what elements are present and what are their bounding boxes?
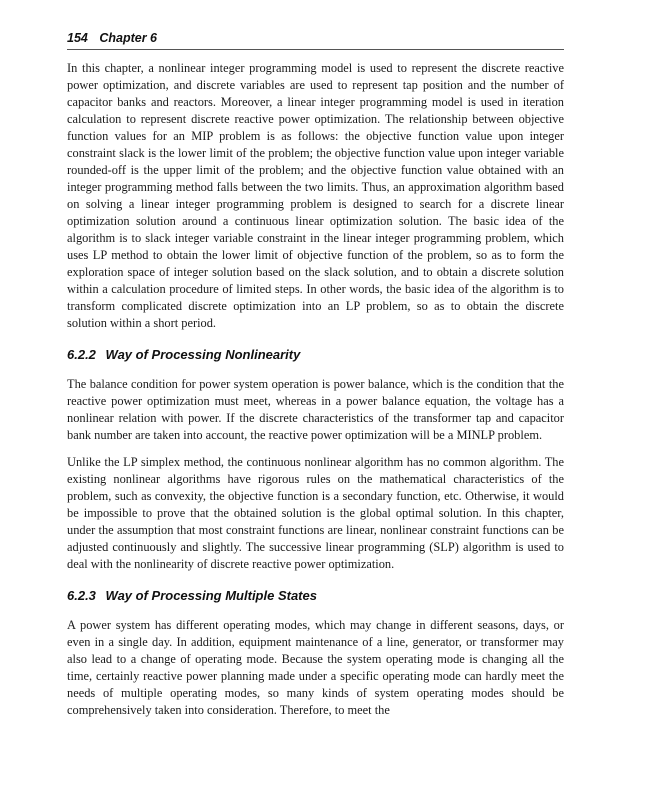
- section-number: 6.2.2: [67, 347, 96, 362]
- chapter-label: Chapter 6: [99, 31, 157, 45]
- paragraph: The balance condition for power system operation is power balance, which is the condition that the reactive power optimization must meet, whereas in a power balance equation, the voltage has a nonlinear relation with power. If the discrete characteristics of the transformer tap and capacitor bank number are taken into account, the reactive power optimization will be a MINLP problem.: [67, 377, 564, 442]
- section-title: Way of Processing Nonlinearity: [105, 347, 301, 362]
- paragraph: Unlike the LP simplex method, the continuous nonlinear algorithm has no common algorithm. The existing nonlinear algorithms have rigorous rules on the mathematical characteristics of the problem, such as convexity, the objective function is a secondary function, etc. Otherwise, it would be impossible to prove that the obtained solution is the global optimal solution. In this chapter, under the assumption that most constraint functions are linear, nonlinear constraint functions can be adjusted continuously and slightly. The successive linear programming (SLP) algorithm is used to deal with the nonlinearity of discrete reactive power optimization.: [67, 455, 564, 571]
- section-heading-6-2-3: [67, 587, 564, 605]
- body-text: [67, 60, 564, 729]
- section-heading-6-2-2: [67, 346, 564, 364]
- page-number: 154: [67, 31, 88, 45]
- header-rule: [67, 49, 564, 50]
- section-title: Way of Processing Multiple States: [105, 588, 317, 603]
- paragraph: In this chapter, a nonlinear integer programming model is used to represent the discrete reactive power optimization, and discrete variables are used to represent tap position and the number of capacitor banks and reactors. Moreover, a linear integer programming model is used in iteration calculation to represent discrete reactive power optimization. The relationship between objective function values for an MIP problem is as follows: the objective function value upon integer constraint slack is the lower limit of the problem; the objective function value upon integer variable rounded-off is the upper limit of the problem; and the objective function value obtained with an integer programming method falls between the two limits. Thus, an approximation algorithm based on solving a linear integer programming problem is designed to search for a discrete linear optimization solution around a continuous linear optimization solution. The basic idea of the algorithm is to slack integer variable constraint in the linear integer programming problem, which uses LP method to obtain the lower limit of objective function of the problem, so as to form the exploration space of integer solution based on the slack solution, and to obtain a discrete solution within a calculation procedure of limited steps. In other words, the basic idea of the algorithm is to transform complicated discrete optimization into an LP problem, so as to obtain the discrete solution within a short period.: [67, 61, 564, 330]
- paragraph: A power system has different operating modes, which may change in different seasons, days, or even in a single day. In addition, equipment maintenance of a line, generator, or transformer may also lead to a change of operating mode. Because the system operating mode is changing all the time, certainly reactive power planning made under a specific operating mode can hardly meet the needs of multiple operating modes, so many kinds of system operating modes should be comprehensively taken into consideration. Therefore, to meet the: [67, 618, 564, 717]
- running-head: [67, 30, 564, 50]
- section-number: 6.2.3: [67, 588, 96, 603]
